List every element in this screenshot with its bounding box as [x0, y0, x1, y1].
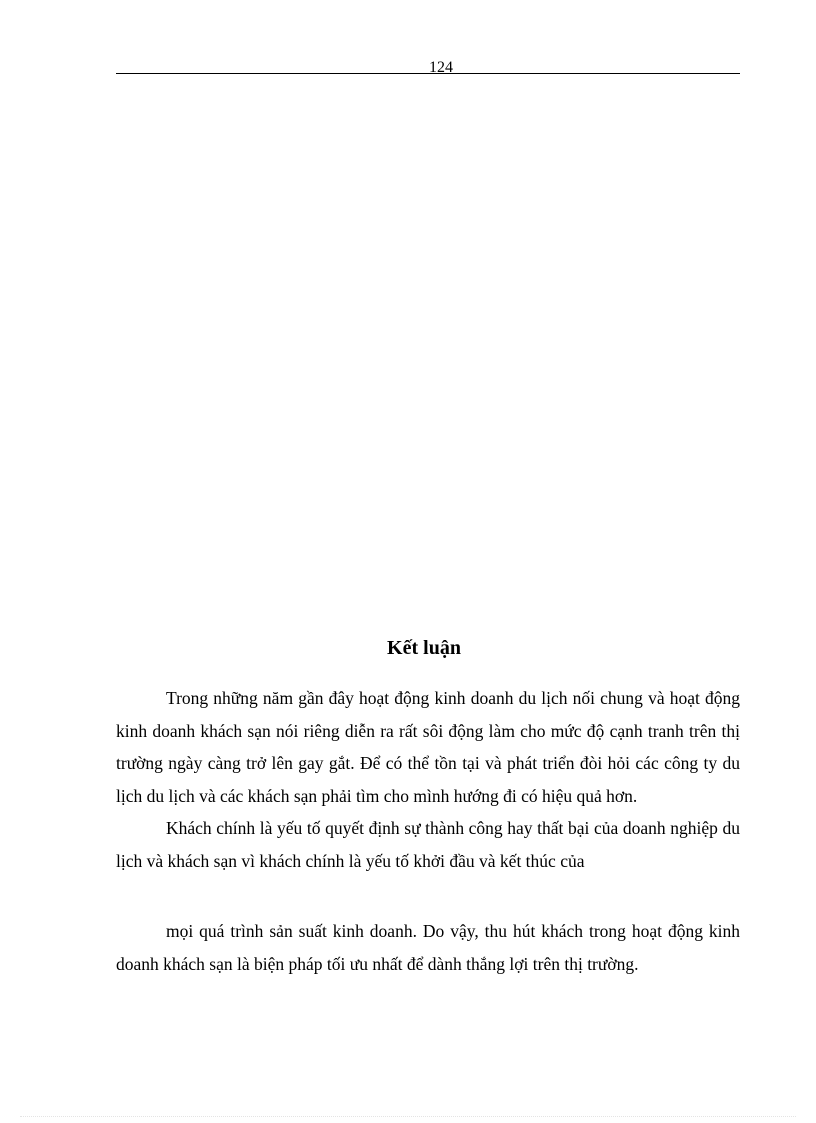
body-text-upper: [116, 682, 740, 877]
footer-divider: [20, 1116, 796, 1117]
page-number: 124: [429, 59, 453, 76]
paragraph-conclusion: mọi quá trình sản suất kinh doanh. Do vậy, thu hút khách trong hoạt động kinh doanh khách sạn là biện pháp tối ưu nhất để dành thắng lợi trên thị trường.: [116, 921, 740, 974]
section-title: Kết luận: [387, 637, 461, 659]
body-text-lower: [116, 915, 740, 980]
paragraph-intro: Trong những năm gần đây hoạt động kinh doanh du lịch nối chung và hoạt động kinh doanh khách sạn nói riêng diễn ra rất sôi động làm cho mức độ cạnh tranh trên thị trường ngày càng trở lên gay gắt. Để có thể tồn tại và phát triển đòi hỏi các công ty du lịch du lịch và các khách sạn phải tìm cho mình hướng đi có hiệu quả hơn.: [116, 688, 740, 806]
paragraph-customer: Khách chính là yếu tố quyết định sự thành công hay thất bại của doanh nghiệp du lịch và khách sạn vì khách chính là yếu tố khởi đầu và kết thúc của: [116, 818, 740, 871]
